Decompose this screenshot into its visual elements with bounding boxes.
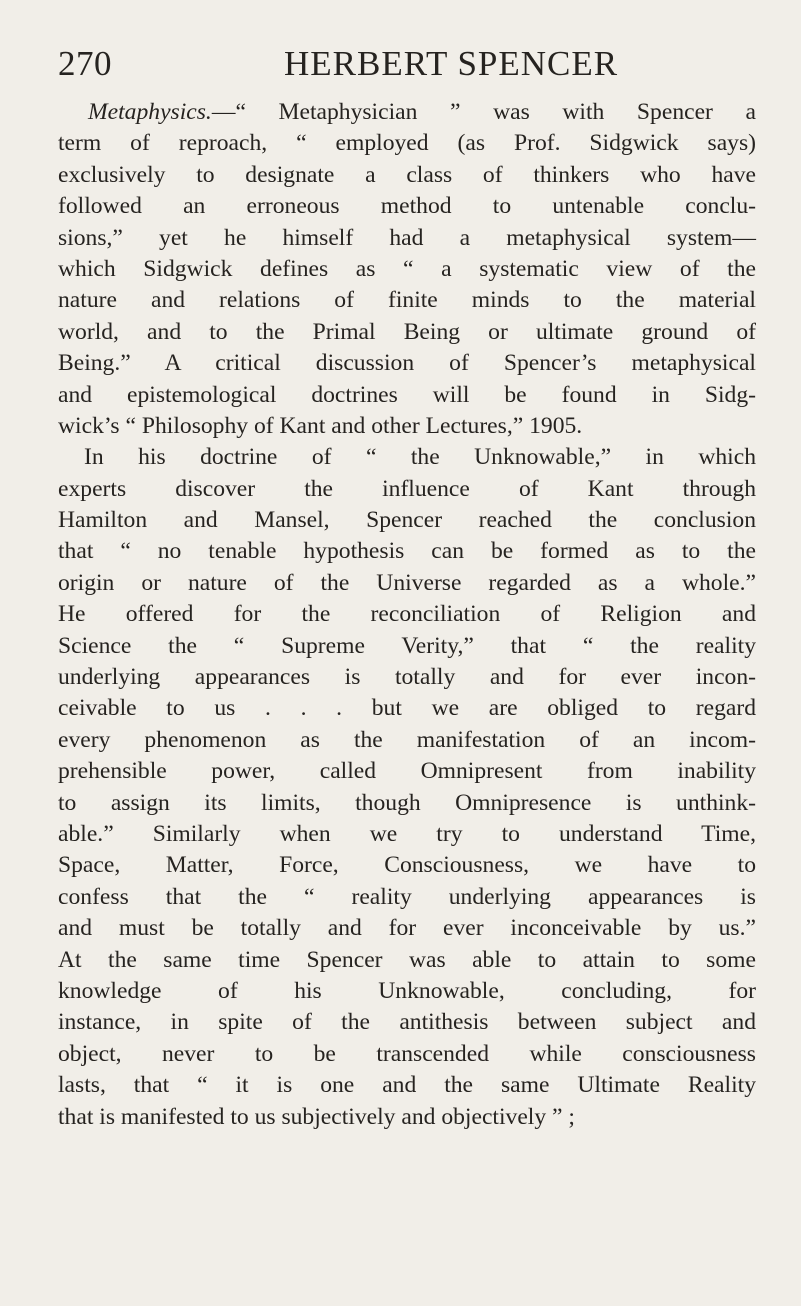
text-line — [58, 536, 756, 567]
text-line — [58, 348, 756, 379]
text-line-content: underlying appearances is totally and for ever incon- — [58, 664, 756, 691]
text-line — [58, 442, 756, 473]
running-head-title: HERBERT SPENCER — [284, 44, 619, 83]
text-line — [58, 693, 756, 724]
text-line-content: world, and to the Primal Being or ultimate ground of — [58, 318, 756, 345]
text-line-content: able.” Similarly when we try to understand Time, — [58, 820, 756, 847]
text-line-content: lasts, that “ it is one and the same Ultimate Reality — [58, 1072, 756, 1099]
text-line-content: prehensible power, called Omnipresent from inability — [58, 758, 756, 785]
text-line — [58, 505, 756, 536]
text-line-content: instance, in spite of the antithesis between subject and — [58, 1009, 756, 1036]
text-line-content: experts discover the influence of Kant through — [58, 475, 756, 502]
text-line — [58, 97, 756, 128]
text-line-content: origin or nature of the Universe regarded as a whole.” — [58, 569, 756, 596]
text-line-content: that is manifested to us subjectively and objectively ” ; — [58, 1103, 575, 1130]
text-line-content: Being.” A critical discussion of Spencer’s metaphysical — [58, 350, 756, 377]
text-line — [58, 254, 756, 285]
text-line-content: nature and relations of finite minds to the material — [58, 287, 756, 314]
text-line — [58, 285, 756, 316]
text-line-content: and epistemological doctrines will be found in Sidg- — [58, 381, 756, 408]
text-line — [58, 756, 756, 787]
text-line-content: confess that the “ reality underlying appearances is — [58, 883, 756, 910]
text-line-content: Space, Matter, Force, Consciousness, we have to — [58, 852, 756, 879]
text-line — [58, 128, 756, 159]
text-line — [58, 599, 756, 630]
text-line-content: knowledge of his Unknowable, concluding, for — [58, 977, 756, 1004]
text-line — [58, 223, 756, 254]
text-line-content: He offered for the reconciliation of Religion and — [58, 601, 756, 628]
text-line-content: In his doctrine of “ the Unknowable,” in which — [84, 444, 756, 471]
running-head — [58, 44, 758, 88]
text-line — [58, 882, 756, 913]
text-line — [58, 725, 756, 756]
text-line-content: followed an erroneous method to untenable conclu- — [58, 193, 756, 220]
text-line-content: wick’s “ Philosophy of Kant and other Lectures,” 1905. — [58, 412, 583, 439]
text-line — [58, 631, 756, 662]
text-line-content: every phenomenon as the manifestation of an incom- — [58, 726, 756, 753]
text-line-content: At the same time Spencer was able to attain to some — [58, 946, 756, 973]
text-line — [58, 976, 756, 1007]
body-text — [58, 97, 756, 1133]
text-line-content: that “ no tenable hypothesis can be formed as to the — [58, 538, 756, 565]
text-line-content: sions,” yet he himself had a metaphysical system— — [58, 224, 756, 251]
text-line — [58, 1102, 756, 1133]
text-line-content: and must be totally and for ever inconceivable by us.” — [58, 915, 756, 942]
text-line — [58, 913, 756, 944]
text-line — [58, 380, 756, 411]
text-line-content: —“ Metaphysician ” was with Spencer a — [211, 99, 756, 125]
text-line — [58, 945, 756, 976]
text-line — [58, 1007, 756, 1038]
text-line — [58, 317, 756, 348]
text-line-content: object, never to be transcended while consciousness — [58, 1040, 756, 1067]
text-line — [58, 1039, 756, 1070]
text-line-content: exclusively to designate a class of thinkers who have — [58, 161, 756, 188]
text-line — [58, 819, 756, 850]
text-line — [58, 411, 756, 442]
text-line-content: ceivable to us . . . but we are obliged to regard — [58, 695, 756, 722]
text-line — [58, 788, 756, 819]
text-line-content: term of reproach, “ employed (as Prof. Sidgwick says) — [58, 130, 756, 157]
text-line-content: which Sidgwick defines as “ a systematic view of the — [58, 255, 756, 282]
text-line-content: Science the “ Supreme Verity,” that “ the reality — [58, 632, 756, 659]
text-line — [58, 850, 756, 881]
text-line — [58, 191, 756, 222]
page-number: 270 — [58, 44, 112, 83]
text-line — [58, 474, 756, 505]
text-line-content: Hamilton and Mansel, Spencer reached the conclusion — [58, 507, 756, 534]
text-line — [58, 1070, 756, 1101]
text-line-content: to assign its limits, though Omnipresence is unthink- — [58, 789, 756, 816]
text-line — [58, 160, 756, 191]
text-line — [58, 568, 756, 599]
text-line — [58, 662, 756, 693]
section-heading-italic: Metaphysics. — [88, 99, 212, 125]
